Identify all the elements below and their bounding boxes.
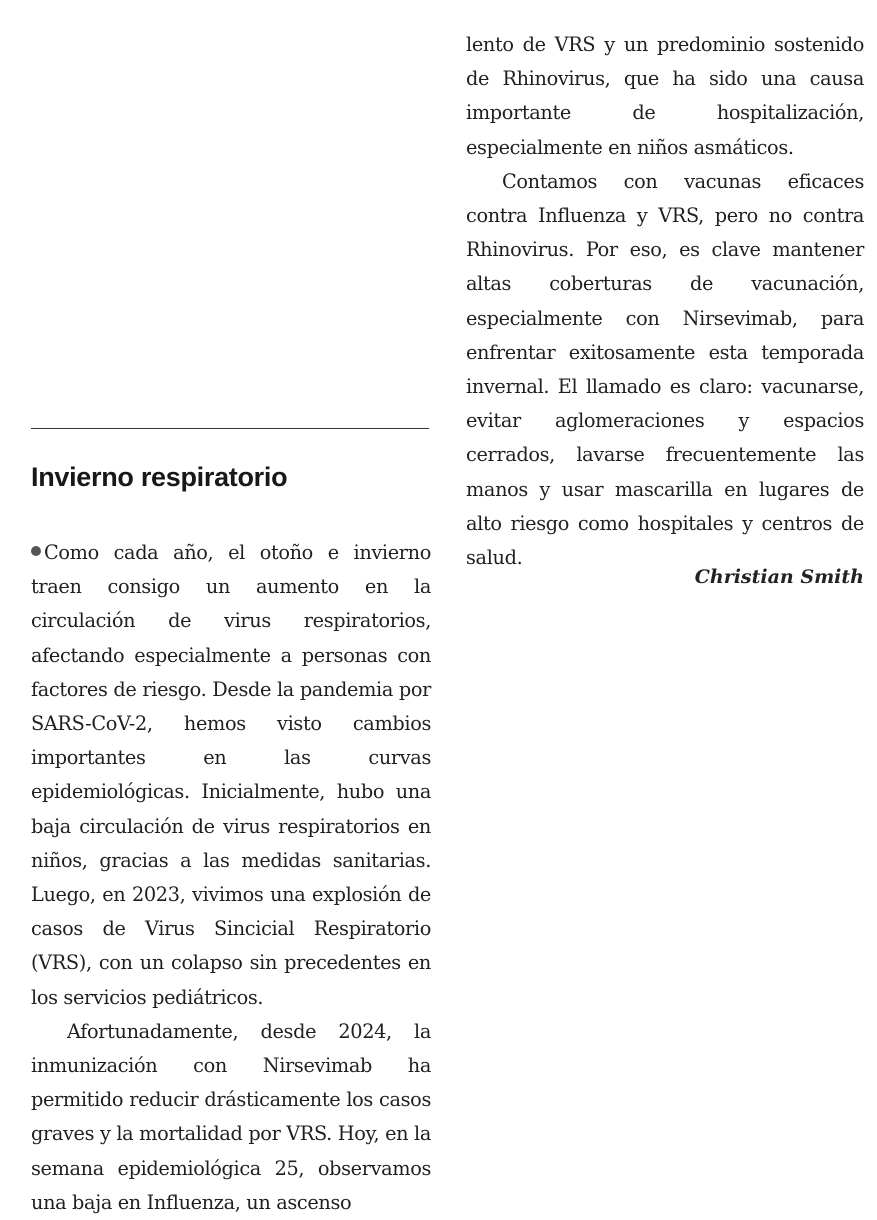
article-headline: Invierno respiratorio bbox=[31, 462, 288, 492]
paragraph-intro-text: Como cada año, el otoño e invierno traen consigo un aumento en la circulación de virus respiratorios, afectando especialmente a personas con factores de riesgo. Desde la pandemia por SARS-CoV-2, hemos visto cambios importantes en las curvas epidemiológicas. Inicialmente, hubo una baja circulación de virus respiratorios en niños, gracias a las medidas sanitarias. Luego, en 2023, vivimos una explosión de casos de Virus Sincicial Respiratorio (VRS), con un colapso sin precedentes en los servicios pediátricos. bbox=[31, 541, 431, 1009]
left-column bbox=[31, 536, 431, 1220]
section-divider bbox=[31, 428, 429, 429]
author-signature: Christian Smith bbox=[694, 566, 864, 588]
paragraph-vaccines: Contamos con vacunas eficaces contra Influenza y VRS, pero no contra Rhinovirus. Por eso, es clave mantener altas coberturas de vacunación, especialmente con Nirsevimab, para enfrentar exitosamente esta temporada invernal. El llamado es claro: vacunarse, evitar aglomeraciones y espacios cerrados, lavarse frecuentemente las manos y usar mascarilla en lugares de alto riesgo como hospitales y centros de salud. bbox=[466, 169, 864, 570]
right-column bbox=[466, 28, 864, 575]
paragraph-nirsevimab: Afortunadamente, desde 2024, la inmunización con Nirsevimab ha permitido reducir drásticamente los casos graves y la mortalidad por VRS. Hoy, en la semana epidemiológica 25, observamos una baja en Influenza, un ascenso bbox=[31, 1019, 431, 1214]
paragraph-intro bbox=[31, 536, 431, 1015]
paragraph-continued: lento de VRS y un predominio sostenido de Rhinovirus, que ha sido una causa importante de hospitalización, especialmente en niños asmáticos. bbox=[466, 33, 864, 159]
bullet-icon bbox=[31, 546, 41, 556]
